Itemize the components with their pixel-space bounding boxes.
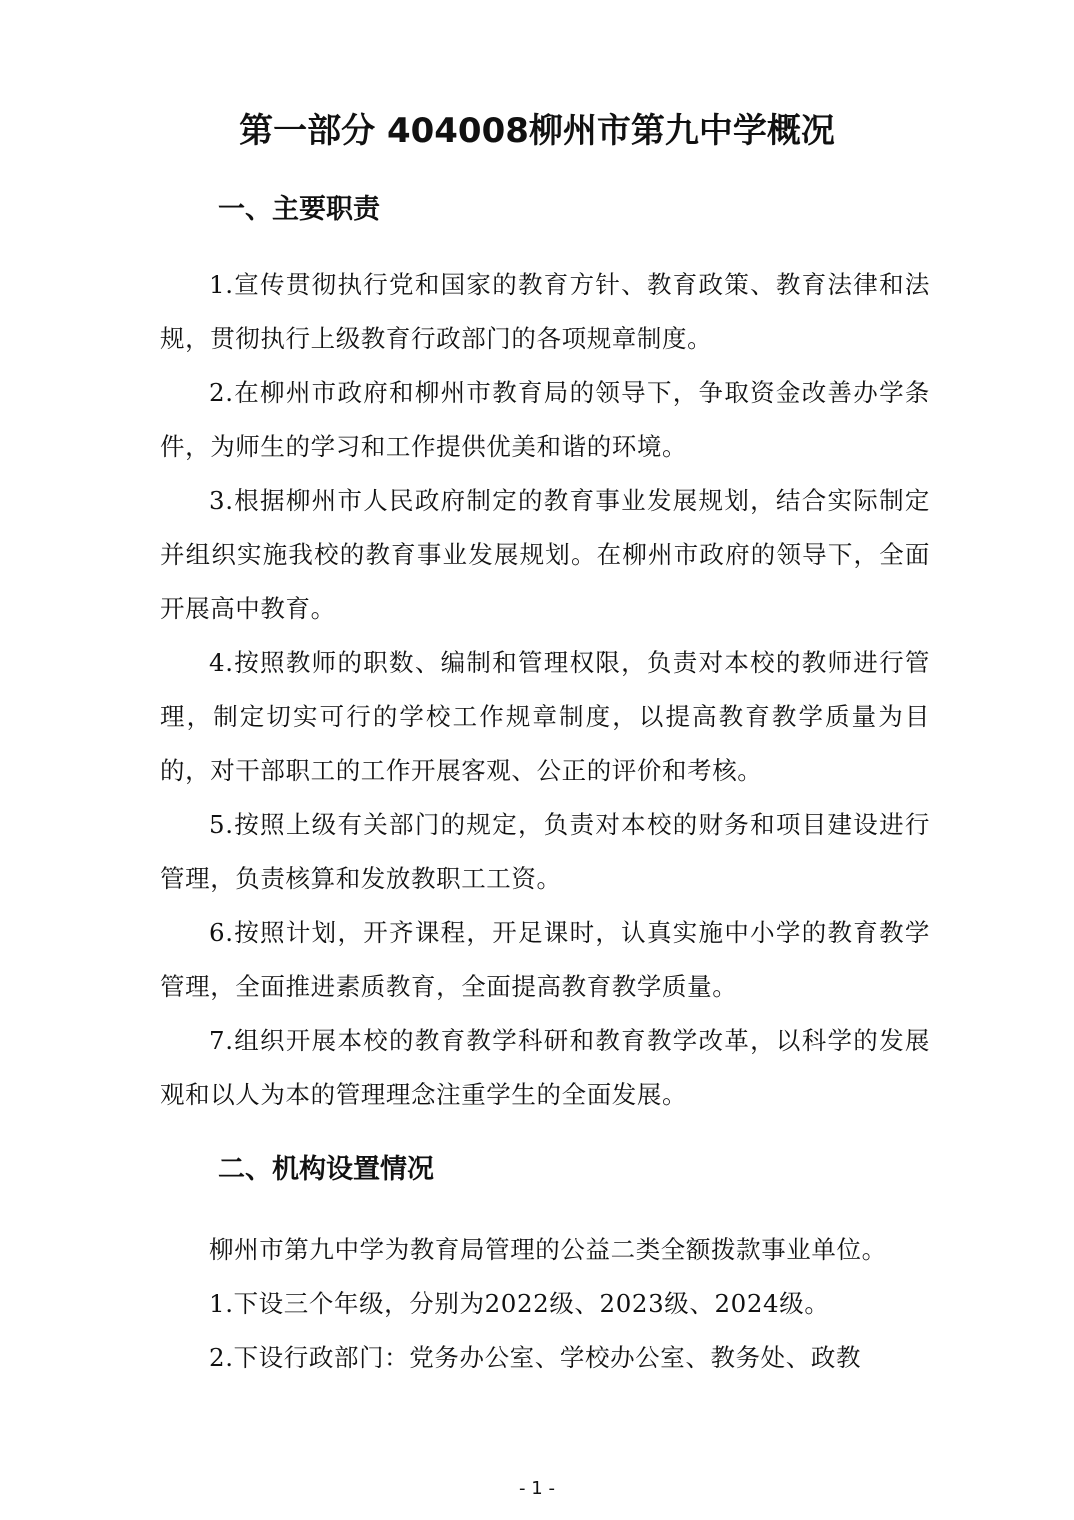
duty-paragraph-6: 6.按照计划，开齐课程，开足课时，认真实施中小学的教育教学管理，全面推进素质教育，全面提高教育教学质量。 bbox=[160, 918, 930, 1001]
section-heading-duties: 一、主要职责 bbox=[218, 194, 380, 225]
section-body-organization bbox=[160, 1223, 930, 1385]
duty-paragraph-4: 4.按照教师的职数、编制和管理权限，负责对本校的教师进行管理，制定切实可行的学校工作规章制度，以提高教育教学质量为目的，对干部职工的工作开展客观、公正的评价和考核。 bbox=[160, 648, 930, 785]
duty-paragraph-1: 1.宣传贯彻执行党和国家的教育方针、教育政策、教育法律和法规，贯彻执行上级教育行政部门的各项规章制度。 bbox=[160, 270, 930, 353]
section-body-duties bbox=[160, 258, 930, 1122]
duty-paragraph-7: 7.组织开展本校的教育教学科研和教育教学改革，以科学的发展观和以人为本的管理理念注重学生的全面发展。 bbox=[160, 1026, 930, 1109]
section-heading-organization: 二、机构设置情况 bbox=[218, 1154, 434, 1185]
duty-paragraph-5: 5.按照上级有关部门的规定，负责对本校的财务和项目建设进行管理，负责核算和发放教职工工资。 bbox=[160, 810, 930, 893]
document-title: 第一部分 404008柳州市第九中学概况 bbox=[239, 111, 835, 151]
duty-paragraph-2: 2.在柳州市政府和柳州市教育局的领导下，争取资金改善办学条件，为师生的学习和工作提供优美和谐的环境。 bbox=[160, 378, 930, 461]
org-paragraph-3: 2.下设行政部门：党务办公室、学校办公室、教务处、政教 bbox=[209, 1343, 862, 1372]
duty-paragraph-3: 3.根据柳州市人民政府制定的教育事业发展规划，结合实际制定并组织实施我校的教育事业发展规划。在柳州市政府的领导下，全面开展高中教育。 bbox=[160, 486, 930, 623]
org-paragraph-1: 柳州市第九中学为教育局管理的公益二类全额拨款事业单位。 bbox=[209, 1235, 887, 1264]
org-paragraph-2: 1.下设三个年级，分别为2022级、2023级、2024级。 bbox=[209, 1289, 830, 1318]
page-number: - 1 - bbox=[519, 1478, 555, 1499]
